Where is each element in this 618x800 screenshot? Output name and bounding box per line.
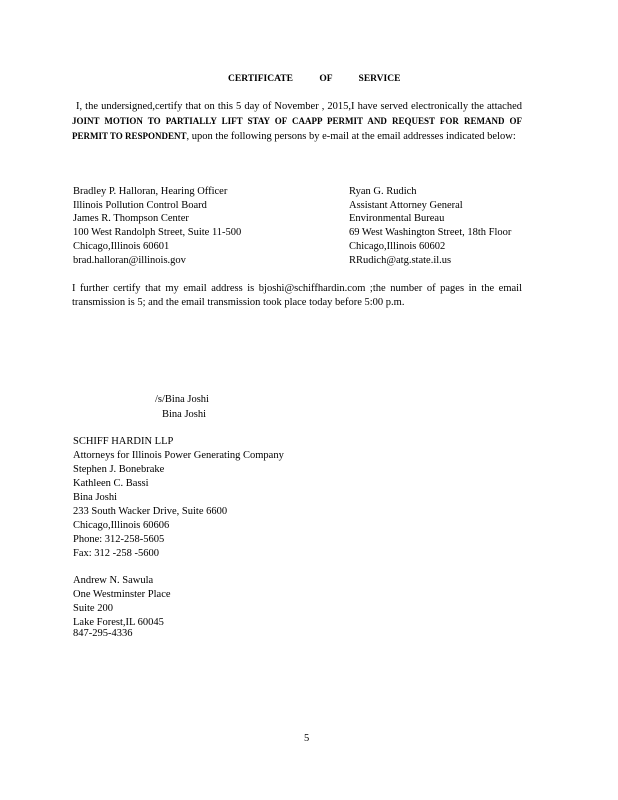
recipient-left-line: Bradley P. Halloran, Hearing Officer (73, 186, 228, 197)
certify-paragraph: I further certify that my email address is bjoshi@schiffhardin.com ;the number of pages in the email transmission is 5; and the email transmission took place today before 5:00 p.m. (72, 283, 522, 308)
address-line: Lake Forest,IL 60045 (73, 617, 164, 628)
recipient-left-line: Chicago,Illinois 60601 (73, 241, 170, 252)
firm-fax: Fax: 312 -258 -5600 (73, 548, 160, 559)
address-phone: 847-295-4336 (73, 628, 133, 639)
firm-name: SCHIFF HARDIN LLP (73, 436, 174, 447)
firm-line: Stephen J. Bonebrake (73, 464, 165, 475)
address-line: One Westminster Place (73, 589, 171, 600)
recipient-right-line: Assistant Attorney General (349, 200, 463, 211)
firm-line: Chicago,Illinois 60606 (73, 520, 170, 531)
firm-line: Attorneys for Illinois Power Generating Company (73, 450, 284, 461)
firm-phone: Phone: 312-258-5605 (73, 534, 165, 545)
signature-line: /s/Bina Joshi (155, 394, 209, 405)
intro-paragraph (72, 100, 522, 144)
recipient-right-line: Environmental Bureau (349, 213, 445, 224)
recipient-left-line: James R. Thompson Center (73, 213, 189, 224)
recipient-left-line: 100 West Randolph Street, Suite 11-500 (73, 227, 242, 238)
firm-line: Bina Joshi (73, 492, 118, 503)
firm-line: Kathleen C. Bassi (73, 478, 149, 489)
signature-name: Bina Joshi (162, 409, 207, 420)
document-title: CERTIFICATE OF SERVICE (228, 74, 401, 84)
recipient-right-email: RRudich@atg.state.il.us (349, 255, 452, 266)
recipient-left-email: brad.halloran@illinois.gov (73, 255, 186, 266)
recipient-right-line: 69 West Washington Street, 18th Floor (349, 227, 512, 238)
address-line: Suite 200 (73, 603, 113, 614)
recipient-left-line: Illinois Pollution Control Board (73, 200, 207, 211)
firm-line: 233 South Wacker Drive, Suite 6600 (73, 506, 228, 517)
page-number: 5 (304, 733, 310, 744)
address-line: Andrew N. Sawula (73, 575, 154, 586)
intro-text-end: , upon the following persons by e-mail at the email addresses indicated below: (186, 131, 516, 142)
recipient-right-line: Ryan G. Rudich (349, 186, 417, 197)
intro-text-start: I, the undersigned,certify that on this 5 day of November , 2015,I have served electronically the attached (76, 101, 522, 112)
document-caption: JOINT MOTION TO PARTIALLY LIFT STAY OF CAAPP PERMIT AND REQUEST FOR REMAND OF PERMIT TO RESPONDENT (72, 116, 522, 141)
recipient-right-line: Chicago,Illinois 60602 (349, 241, 446, 252)
